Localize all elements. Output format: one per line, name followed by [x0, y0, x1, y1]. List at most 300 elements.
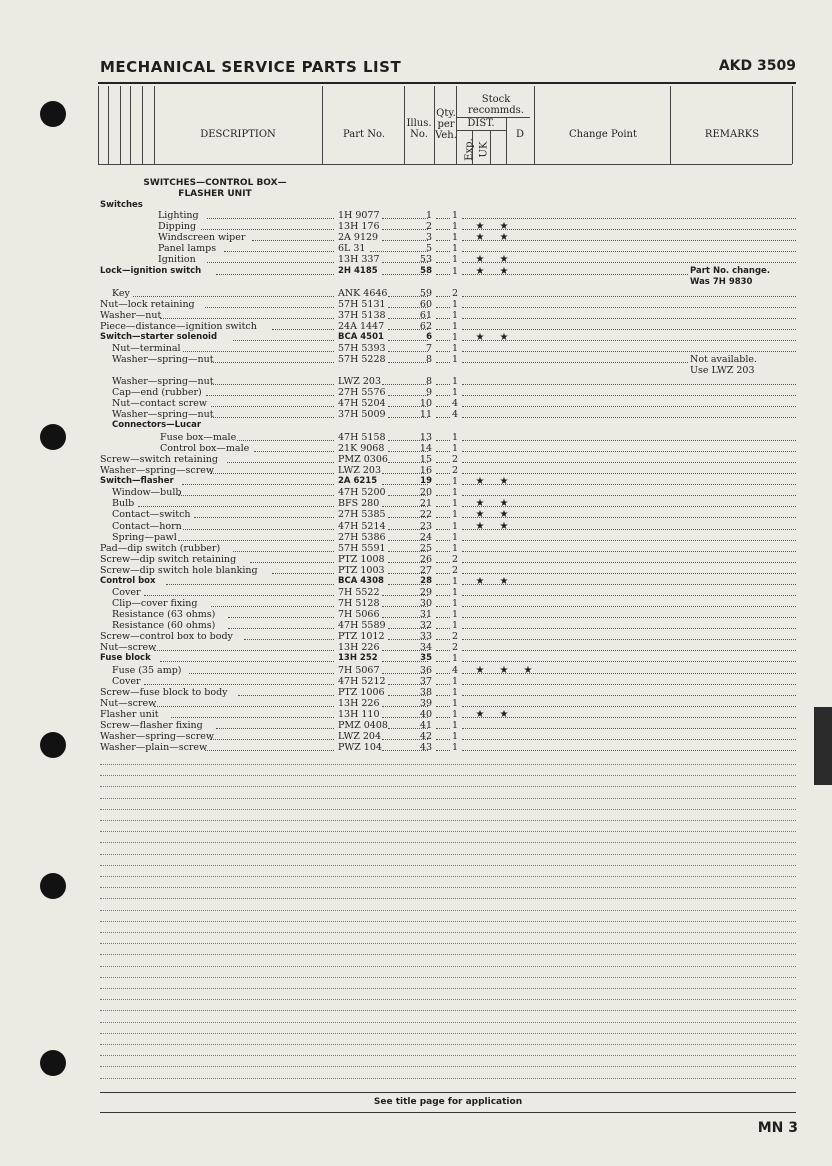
- row-description: Switch—flasher: [100, 476, 174, 486]
- qty-header-line1: Qty.: [436, 108, 456, 119]
- row-illus-no: 35: [420, 653, 432, 663]
- row-part-number: 13H 226: [338, 698, 380, 709]
- row-qty: 1: [451, 532, 459, 543]
- row-description: Nut—screw: [100, 642, 157, 653]
- row-part-number: 7H 5522: [338, 587, 380, 598]
- row-qty: 1: [451, 443, 459, 454]
- row-illus-no: 1: [425, 210, 432, 221]
- row-qty: 1: [451, 709, 459, 720]
- row-description: Screw—control box to body: [100, 631, 233, 642]
- table-header: [98, 86, 792, 165]
- row-description: Fuse (35 amp): [112, 665, 182, 676]
- row-description: Lighting: [158, 210, 199, 221]
- row-part-number: 37H 5138: [338, 310, 386, 321]
- row-description: Ignition: [158, 254, 196, 265]
- row-illus-no: 30: [419, 598, 432, 609]
- row-qty: 1: [451, 498, 459, 509]
- row-qty: 1: [451, 354, 459, 365]
- row-illus-no: 59: [419, 288, 432, 299]
- row-description: Panel lamps: [158, 243, 217, 254]
- illus-header-line2: No.: [410, 129, 428, 140]
- row-description: Washer—plain—screw: [100, 742, 208, 753]
- blank-line: [100, 898, 796, 899]
- row-part-number: 2A 9129: [338, 232, 379, 243]
- row-description: Resistance (63 ohms): [112, 609, 216, 620]
- row-qty: 1: [451, 254, 459, 265]
- row-part-number: 13H 110: [338, 709, 380, 720]
- stock-header-line1: Stock: [481, 94, 511, 105]
- section-heading-line1: SWITCHES—CONTROL BOX—: [143, 178, 287, 188]
- row-part-number: 37H 5009: [338, 409, 386, 420]
- row-description: Window—bulb: [112, 487, 182, 498]
- table-row: [100, 321, 796, 332]
- star-exp-icon: ★: [475, 332, 485, 343]
- star-uk-icon: ★: [499, 476, 509, 487]
- table-row: [100, 443, 796, 454]
- star-uk-icon: ★: [499, 266, 509, 277]
- table-row: [100, 221, 796, 232]
- blank-line: [100, 1066, 796, 1067]
- star-uk-icon: ★: [499, 232, 509, 243]
- row-part-number: 27H 5576: [338, 387, 386, 398]
- row-description: Flasher unit: [100, 709, 159, 720]
- row-part-number: LWZ 204: [338, 731, 382, 742]
- blank-line: [100, 775, 796, 776]
- row-part-number: 57H 5228: [338, 354, 386, 365]
- row-illus-no: 5: [425, 243, 432, 254]
- row-illus-no: 41: [419, 720, 432, 731]
- row-qty: 1: [451, 232, 459, 243]
- row-qty: 1: [451, 243, 459, 254]
- row-qty: 1: [451, 266, 459, 277]
- table-row: [100, 266, 796, 287]
- row-description: Pad—dip switch (rubber): [100, 543, 221, 554]
- row-part-number: 7H 5067: [338, 665, 380, 676]
- table-row: [100, 387, 796, 398]
- table-row: [100, 487, 796, 498]
- row-illus-no: 20: [419, 487, 432, 498]
- row-qty: 4: [451, 398, 459, 409]
- row-part-number: LWZ 203: [338, 376, 382, 387]
- illus-header-line1: Illus.: [406, 118, 432, 129]
- table-row: [100, 642, 796, 653]
- blank-line: [100, 798, 796, 799]
- blank-line: [100, 932, 796, 933]
- table-row: [100, 254, 796, 265]
- star-uk-icon: ★: [499, 332, 509, 343]
- blank-line: [100, 764, 796, 765]
- table-row: [100, 653, 796, 664]
- row-description: Control box: [100, 576, 156, 586]
- row-part-number: BCA 4501: [338, 332, 384, 342]
- star-uk-icon: ★: [499, 576, 509, 587]
- index-tab: [814, 707, 832, 785]
- table-row: [100, 210, 796, 221]
- row-part-number: ANK 4646: [338, 288, 388, 299]
- row-qty: 1: [451, 653, 459, 664]
- row-illus-no: 40: [419, 709, 432, 720]
- row-qty: 1: [451, 543, 459, 554]
- row-illus-no: 61: [419, 310, 432, 321]
- binder-hole: [40, 732, 66, 758]
- row-description: Washer—spring—nut: [112, 354, 214, 365]
- table-row: [100, 498, 796, 509]
- row-remarks: Part No. change. Was 7H 9830: [690, 266, 771, 287]
- row-qty: 1: [451, 487, 459, 498]
- row-qty: 1: [451, 387, 459, 398]
- blank-line: [100, 921, 796, 922]
- row-illus-no: 19: [420, 476, 432, 486]
- row-part-number: 7H 5128: [338, 598, 380, 609]
- row-description: Bulb: [112, 498, 135, 509]
- row-description: Washer—nut: [100, 310, 162, 321]
- row-qty: 2: [451, 631, 459, 642]
- star-exp-icon: ★: [475, 254, 485, 265]
- row-illus-no: 28: [420, 576, 432, 586]
- blank-line: [100, 943, 796, 944]
- row-illus-no: 6: [426, 332, 432, 342]
- table-row: [100, 332, 796, 343]
- row-illus-no: 33: [419, 631, 432, 642]
- row-qty: 4: [451, 665, 459, 676]
- row-part-number: 21K 9068: [338, 443, 385, 454]
- row-description: Washer—spring—nut: [112, 409, 214, 420]
- table-row: [100, 742, 796, 753]
- footer-rule: [100, 1092, 796, 1093]
- star-uk-icon: ★: [499, 221, 509, 232]
- row-description: Clip—cover fixing: [112, 598, 198, 609]
- row-illus-no: 22: [419, 509, 432, 520]
- star-exp-icon: ★: [475, 221, 485, 232]
- row-qty: 1: [451, 742, 459, 753]
- row-part-number: 47H 5212: [338, 676, 386, 687]
- table-row: [100, 509, 796, 520]
- part-no-header: Part No.: [343, 129, 385, 140]
- row-illus-no: 25: [419, 543, 432, 554]
- row-illus-no: 23: [419, 521, 432, 532]
- row-description: Lock—ignition switch: [100, 266, 202, 276]
- row-part-number: PTZ 1012: [338, 631, 385, 642]
- table-row: [100, 720, 796, 731]
- row-qty: 1: [451, 720, 459, 731]
- row-illus-no: 11: [419, 409, 432, 420]
- row-description: Windscreen wiper: [158, 232, 246, 243]
- row-illus-no: 14: [419, 443, 432, 454]
- row-part-number: PTZ 1003: [338, 565, 385, 576]
- change-point-header: Change Point: [569, 129, 637, 140]
- subheading-switches: Switches: [100, 200, 143, 210]
- row-illus-no: 24: [419, 532, 432, 543]
- row-part-number: 24A 1447: [338, 321, 385, 332]
- row-illus-no: 13: [419, 432, 432, 443]
- blank-line: [100, 1078, 796, 1079]
- blank-line: [100, 954, 796, 955]
- row-qty: 2: [451, 454, 459, 465]
- row-qty: 1: [451, 521, 459, 532]
- row-qty: 1: [451, 598, 459, 609]
- table-row: [100, 565, 796, 576]
- row-part-number: PTZ 1006: [338, 687, 385, 698]
- blank-line: [100, 977, 796, 978]
- star-uk-icon: ★: [499, 665, 509, 676]
- row-qty: 2: [451, 565, 459, 576]
- blank-line: [100, 988, 796, 989]
- table-row: [100, 532, 796, 543]
- blank-line: [100, 999, 796, 1000]
- row-illus-no: 42: [419, 731, 432, 742]
- section-heading-line2: FLASHER UNIT: [178, 189, 252, 199]
- table-row: [100, 576, 796, 587]
- row-part-number: 47H 5589: [338, 620, 386, 631]
- row-illus-no: 15: [419, 454, 432, 465]
- row-illus-no: 31: [419, 609, 432, 620]
- d-header: D: [515, 129, 525, 140]
- row-qty: 1: [451, 432, 459, 443]
- binder-hole: [40, 101, 66, 127]
- row-description: Cover: [112, 587, 141, 598]
- row-part-number: LWZ 203: [338, 465, 382, 476]
- table-row: [100, 554, 796, 565]
- star-exp-icon: ★: [475, 665, 485, 676]
- row-description: Control box—male: [160, 443, 250, 454]
- row-illus-no: 10: [419, 398, 432, 409]
- table-row: [100, 731, 796, 742]
- row-illus-no: 37: [419, 676, 432, 687]
- blank-line: [100, 820, 796, 821]
- row-qty: 1: [451, 221, 459, 232]
- table-row: [100, 454, 796, 465]
- star-exp-icon: ★: [475, 498, 485, 509]
- uk-header: UK: [478, 141, 490, 158]
- row-illus-no: 27: [419, 565, 432, 576]
- row-part-number: 57H 5591: [338, 543, 386, 554]
- table-row: [100, 543, 796, 554]
- row-part-number: 47H 5214: [338, 521, 386, 532]
- table-row: [100, 587, 796, 598]
- row-qty: 2: [451, 554, 459, 565]
- table-row: [100, 310, 796, 321]
- row-description: Nut—lock retaining: [100, 299, 195, 310]
- star-exp-icon: ★: [475, 232, 485, 243]
- row-qty: 1: [451, 376, 459, 387]
- table-row: [100, 598, 796, 609]
- row-qty: 1: [451, 210, 459, 221]
- table-row: [100, 521, 796, 532]
- blank-line: [100, 876, 796, 877]
- footer-rule-lower: [100, 1112, 796, 1113]
- row-description: Contact—horn: [112, 521, 182, 532]
- blank-line: [100, 809, 796, 810]
- table-row: [100, 398, 796, 409]
- blank-line: [100, 966, 796, 967]
- row-qty: 1: [451, 476, 459, 487]
- row-illus-no: 34: [419, 642, 432, 653]
- row-illus-no: 43: [419, 742, 432, 753]
- row-illus-no: 58: [420, 266, 432, 276]
- row-qty: 1: [451, 687, 459, 698]
- row-description: Screw—flasher fixing: [100, 720, 203, 731]
- row-illus-no: 53: [419, 254, 432, 265]
- row-part-number: 47H 5200: [338, 487, 386, 498]
- row-part-number: 47H 5204: [338, 398, 386, 409]
- binder-hole: [40, 873, 66, 899]
- binder-hole: [40, 1050, 66, 1076]
- row-illus-no: 16: [419, 465, 432, 476]
- row-description: Fuse box—male: [160, 432, 237, 443]
- exp-header: Exp.: [463, 138, 475, 161]
- row-description: Cap—end (rubber): [112, 387, 202, 398]
- title-rule: [98, 82, 796, 84]
- row-part-number: 13H 176: [338, 221, 380, 232]
- qty-header-line2: per: [437, 119, 455, 130]
- star-uk-icon: ★: [499, 509, 509, 520]
- row-illus-no: 7: [425, 343, 432, 354]
- qty-header-line3: Veh.: [435, 130, 457, 141]
- row-part-number: 13H 252: [338, 653, 378, 663]
- blank-line: [100, 887, 796, 888]
- table-row: [100, 288, 796, 299]
- row-description: Nut—screw: [100, 698, 157, 709]
- row-qty: 4: [451, 409, 459, 420]
- star-d-icon: ★: [523, 665, 533, 676]
- table-row: [100, 631, 796, 642]
- row-qty: 1: [451, 731, 459, 742]
- row-qty: 1: [451, 343, 459, 354]
- row-illus-no: 29: [419, 587, 432, 598]
- table-row: [100, 432, 796, 443]
- row-part-number: 6L 31: [338, 243, 366, 254]
- table-row: [100, 676, 796, 687]
- row-qty: 2: [451, 288, 459, 299]
- row-description: Washer—spring—screw: [100, 731, 214, 742]
- row-part-number: 57H 5393: [338, 343, 386, 354]
- star-exp-icon: ★: [475, 576, 485, 587]
- page-title: MECHANICAL SERVICE PARTS LIST: [100, 58, 402, 76]
- row-qty: 1: [451, 299, 459, 310]
- row-part-number: PWZ 104: [338, 742, 382, 753]
- row-description: Contact—switch: [112, 509, 191, 520]
- table-row: [100, 476, 796, 487]
- star-exp-icon: ★: [475, 521, 485, 532]
- stock-header-line2: recommds.: [468, 105, 524, 116]
- row-part-number: 47H 5158: [338, 432, 386, 443]
- dist-header: DIST.: [467, 118, 495, 129]
- star-uk-icon: ★: [499, 498, 509, 509]
- row-part-number: BCA 4308: [338, 576, 384, 586]
- row-part-number: PMZ 0306: [338, 454, 388, 465]
- blank-line: [100, 1010, 796, 1011]
- table-row: [100, 665, 796, 676]
- row-part-number: 13H 337: [338, 254, 380, 265]
- row-description: Spring—pawl: [112, 532, 177, 543]
- row-part-number: 7H 5066: [338, 609, 380, 620]
- star-uk-icon: ★: [499, 709, 509, 720]
- row-qty: 1: [451, 676, 459, 687]
- row-illus-no: 3: [425, 232, 432, 243]
- row-part-number: 27H 5386: [338, 532, 386, 543]
- document-code: AKD 3509: [718, 58, 796, 74]
- row-description: Key: [112, 288, 130, 299]
- row-illus-no: 39: [419, 698, 432, 709]
- page-number: MN 3: [757, 1120, 798, 1136]
- row-part-number: PMZ 0408: [338, 720, 388, 731]
- section-heading: [130, 178, 300, 200]
- row-part-number: BFS 280: [338, 498, 380, 509]
- star-exp-icon: ★: [475, 509, 485, 520]
- table-row: [100, 687, 796, 698]
- row-qty: 1: [451, 509, 459, 520]
- blank-line: [100, 1044, 796, 1045]
- row-qty: 1: [451, 620, 459, 631]
- row-qty: 1: [451, 310, 459, 321]
- blank-line: [100, 786, 796, 787]
- star-exp-icon: ★: [475, 709, 485, 720]
- row-qty: 1: [451, 321, 459, 332]
- row-illus-no: 38: [419, 687, 432, 698]
- footer-note: See title page for application: [373, 1097, 523, 1107]
- row-qty: 2: [451, 465, 459, 476]
- row-description: Screw—dip switch hole blanking: [100, 565, 258, 576]
- row-illus-no: 26: [419, 554, 432, 565]
- row-description: Screw—dip switch retaining: [100, 554, 237, 565]
- row-qty: 1: [451, 698, 459, 709]
- remarks-header: REMARKS: [704, 129, 760, 140]
- row-qty: 2: [451, 642, 459, 653]
- blank-line: [100, 842, 796, 843]
- row-part-number: 13H 226: [338, 642, 380, 653]
- description-header: DESCRIPTION: [200, 129, 276, 140]
- row-qty: 1: [451, 576, 459, 587]
- table-row: [100, 409, 796, 420]
- row-qty: 1: [451, 587, 459, 598]
- blank-line: [100, 865, 796, 866]
- table-row: [100, 698, 796, 709]
- row-illus-no: 2: [425, 221, 432, 232]
- row-description: Nut—contact screw: [112, 398, 208, 409]
- table-row: [100, 420, 796, 431]
- row-description: Switch—starter solenoid: [100, 332, 218, 342]
- table-row: [100, 609, 796, 620]
- blank-line: [100, 1055, 796, 1056]
- row-illus-no: 62: [419, 321, 432, 332]
- row-description: Cover: [112, 676, 141, 687]
- row-illus-no: 9: [425, 387, 432, 398]
- star-exp-icon: ★: [475, 476, 485, 487]
- row-illus-no: 32: [419, 620, 432, 631]
- table-row: [100, 232, 796, 243]
- row-illus-no: 60: [419, 299, 432, 310]
- blank-line: [100, 910, 796, 911]
- row-description: Fuse block: [100, 653, 151, 663]
- star-exp-icon: ★: [475, 266, 485, 277]
- table-row: [100, 709, 796, 720]
- table-row: [100, 343, 796, 354]
- table-row: [100, 299, 796, 310]
- blank-line: [100, 831, 796, 832]
- row-part-number: 2H 4185: [338, 266, 378, 276]
- row-description: Screw—fuse block to body: [100, 687, 228, 698]
- row-description: Piece—distance—ignition switch: [100, 321, 257, 332]
- row-description: Dipping: [158, 221, 197, 232]
- row-illus-no: 8: [425, 376, 432, 387]
- star-uk-icon: ★: [499, 521, 509, 532]
- table-row: [100, 243, 796, 254]
- row-qty: 1: [451, 332, 459, 343]
- row-part-number: PTZ 1008: [338, 554, 385, 565]
- blank-line: [100, 1033, 796, 1034]
- row-description: Nut—terminal: [112, 343, 181, 354]
- row-illus-no: 8: [425, 354, 432, 365]
